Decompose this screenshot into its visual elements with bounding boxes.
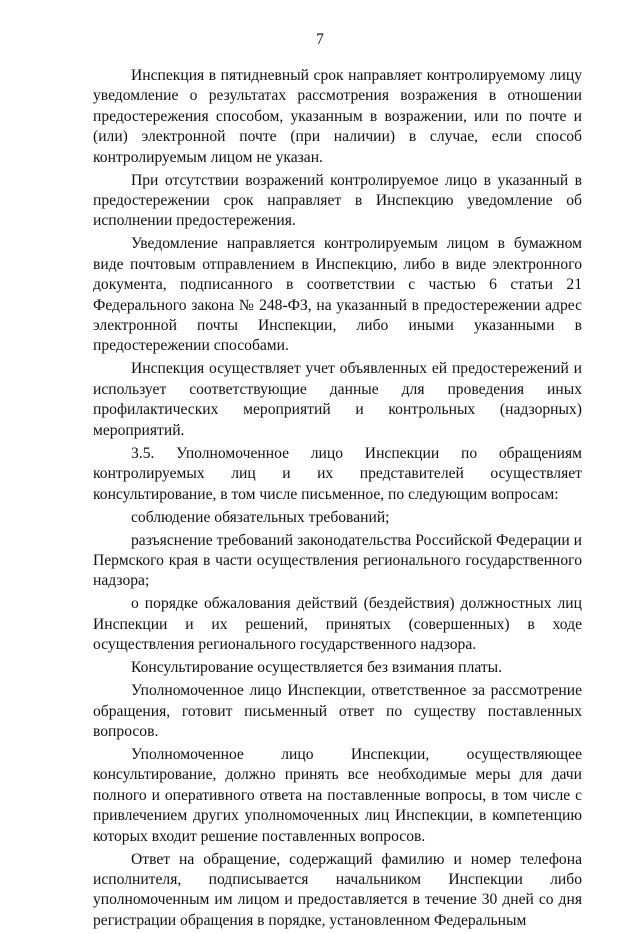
paragraph: Консультирование осуществляется без взимания платы. [131, 659, 503, 677]
paragraph: соблюдение обязательных требований; [131, 508, 390, 526]
paragraph: разъяснение требований законодательства Российской Федерации и Пермского края в части осуществления регионального государственного надзора; [93, 531, 582, 590]
paragraph: о порядке обжалования действий (бездействия) должностных лиц Инспекции и их решений, принятых (совершенных) в ходе осуществления регионального государственного надзора. [93, 595, 582, 654]
paragraph: Уполномоченное лицо Инспекции, ответственное за рассмотрение обращения, готовит письменный ответ по существу поставленных вопросов. [93, 682, 582, 740]
paragraph: При отсутствии возражений контролируемое лицо в указанный в предостережении срок направляет в Инспекцию уведомление об исполнении предостережения. [93, 171, 582, 230]
paragraph: Инспекция осуществляет учет объявленных ей предостережений и использует соответствующие данные для проведения иных профилактических мероприятий и контрольных (надзорных) мероприятий. [93, 360, 582, 439]
paragraph: Инспекция в пятидневный срок направляет контролируемому лицу уведомление о результатах рассмотрения возражения в отношении предостережения способом, указанным в возражении, или по почте и (или) электронной почте (при наличии) в случае, если способ контролируемым лицом не указан. [93, 67, 582, 166]
paragraph: 3.5. Уполномоченное лицо Инспекции по обращениям контролируемых лиц и их представителей осуществляет консультирование, в том числе письменное, по следующим вопросам: [93, 444, 582, 503]
paragraph-continued: Ответ на обращение, содержащий фамилию и номер телефона исполнителя, подписывается начальником Инспекции либо уполномоченным им лицом и предоставляется в течение 30 дней со дня регистрации обращения в порядке, установленном Федеральным [93, 850, 582, 929]
document-body [93, 66, 582, 934]
page-number: 7 [316, 31, 324, 48]
paragraph: Уполномоченное лицо Инспекции, осуществляющее консультирование, должно принять все необходимые меры для дачи полного и оперативного ответа на поставленные вопросы, в том числе с привлечением других уполномоченных лиц Инспекции, в компетенцию которых входит решение поставленных вопросов. [93, 745, 582, 845]
paragraph: Уведомление направляется контролируемым лицом в бумажном виде почтовым отправлением в Инспекцию, либо в виде электронного документа, подписанного в соответствии с частью 6 статьи 21 Федерального закона № 248-ФЗ, на указанный в предостережении адрес электронной почты Инспекции, либо иными указанными в предостережении способами. [93, 235, 582, 355]
